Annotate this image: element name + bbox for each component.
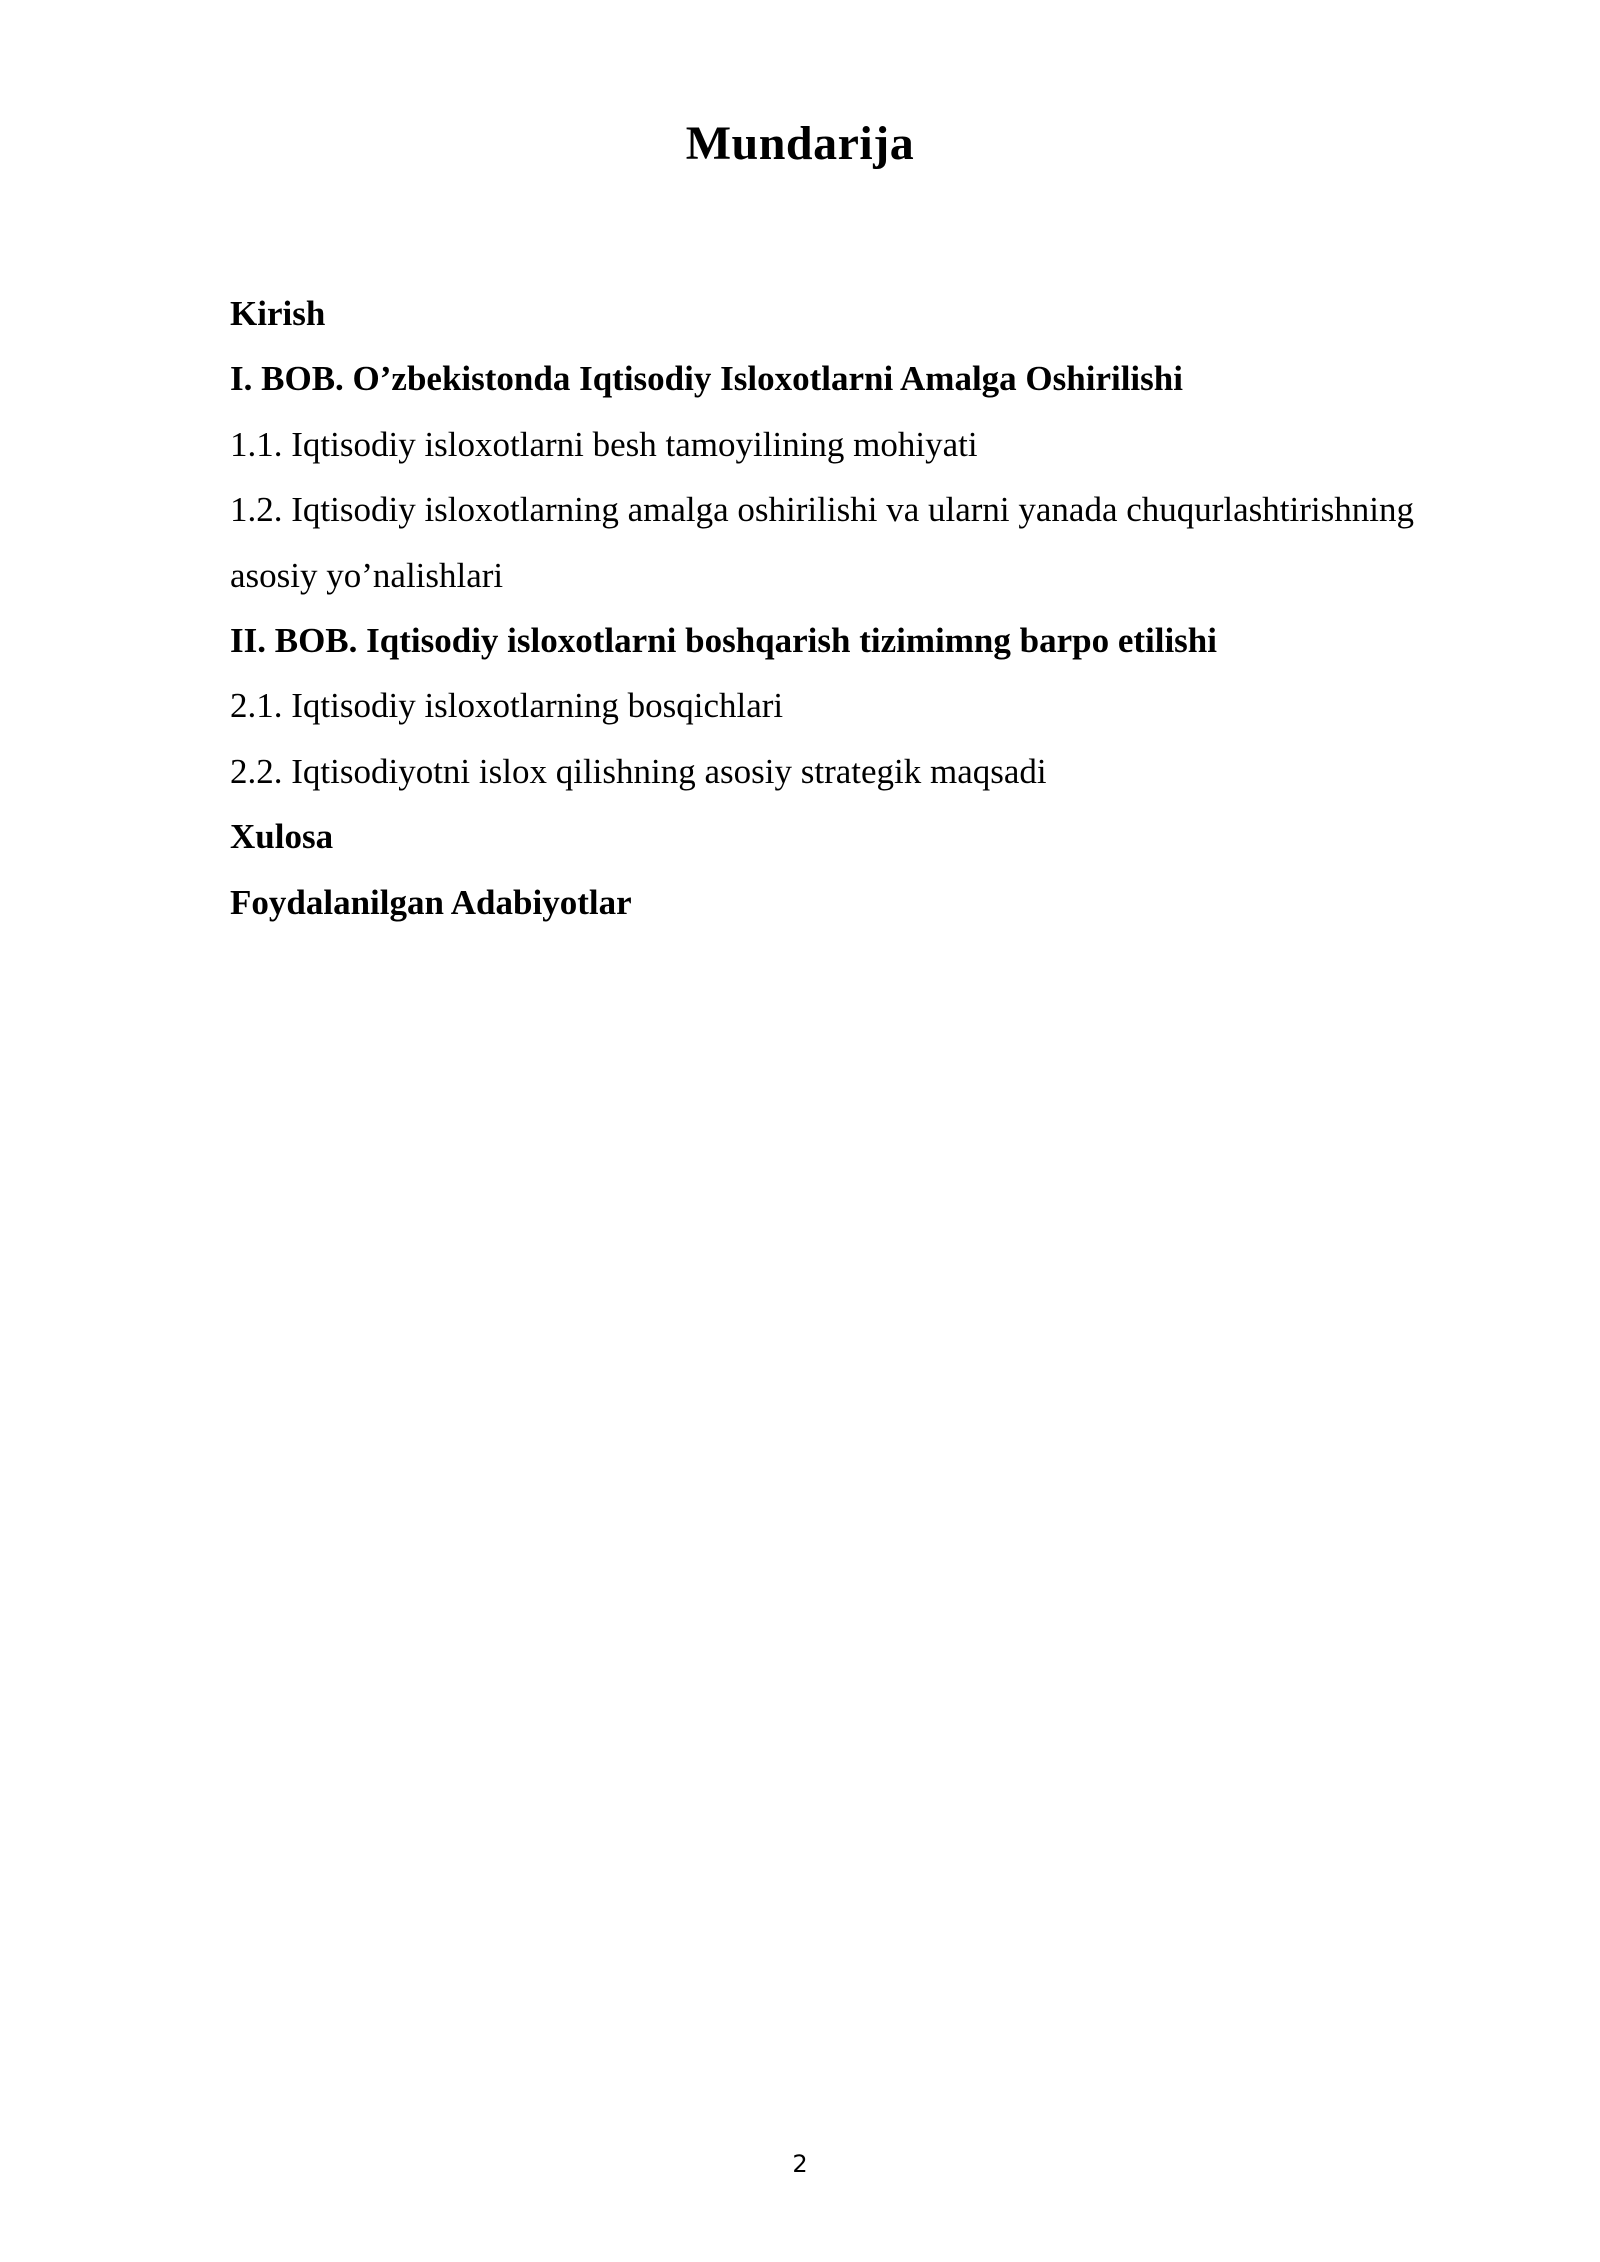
toc-section-1-1: 1.1. Iqtisodiy isloxotlarni besh tamoyilining mohiyati — [230, 424, 978, 464]
toc-section-2-1: 2.1. Iqtisodiy isloxotlarning bosqichlari — [230, 686, 784, 726]
toc-item-xulosa: Xulosa — [230, 817, 334, 857]
page-number: 2 — [792, 2150, 808, 2178]
toc-chapter-1: I. BOB. O’zbekistonda Iqtisodiy Isloxotlarni Amalga Oshirilishi — [230, 359, 1183, 399]
toc-item-kirish: Kirish — [230, 294, 326, 333]
toc-chapter-2: II. BOB. Iqtisodiy isloxotlarni boshqarish tizimimng barpo etilishi — [230, 621, 1217, 661]
toc-section-2-2: 2.2. Iqtisodiyotni islox qilishning asosiy strategik maqsadi — [230, 751, 1047, 791]
toc-item-references: Foydalanilgan Adabiyotlar — [230, 882, 632, 922]
page-title: Mundarija — [685, 117, 915, 170]
toc-section-1-2-line-1: 1.2. Iqtisodiy isloxotlarning amalga oshirilishi va ularni yanada chuqurlashtirishning — [230, 490, 1414, 530]
table-of-contents — [230, 281, 1530, 935]
toc-section-1-2-line-2: asosiy yo’nalishlari — [230, 555, 504, 595]
